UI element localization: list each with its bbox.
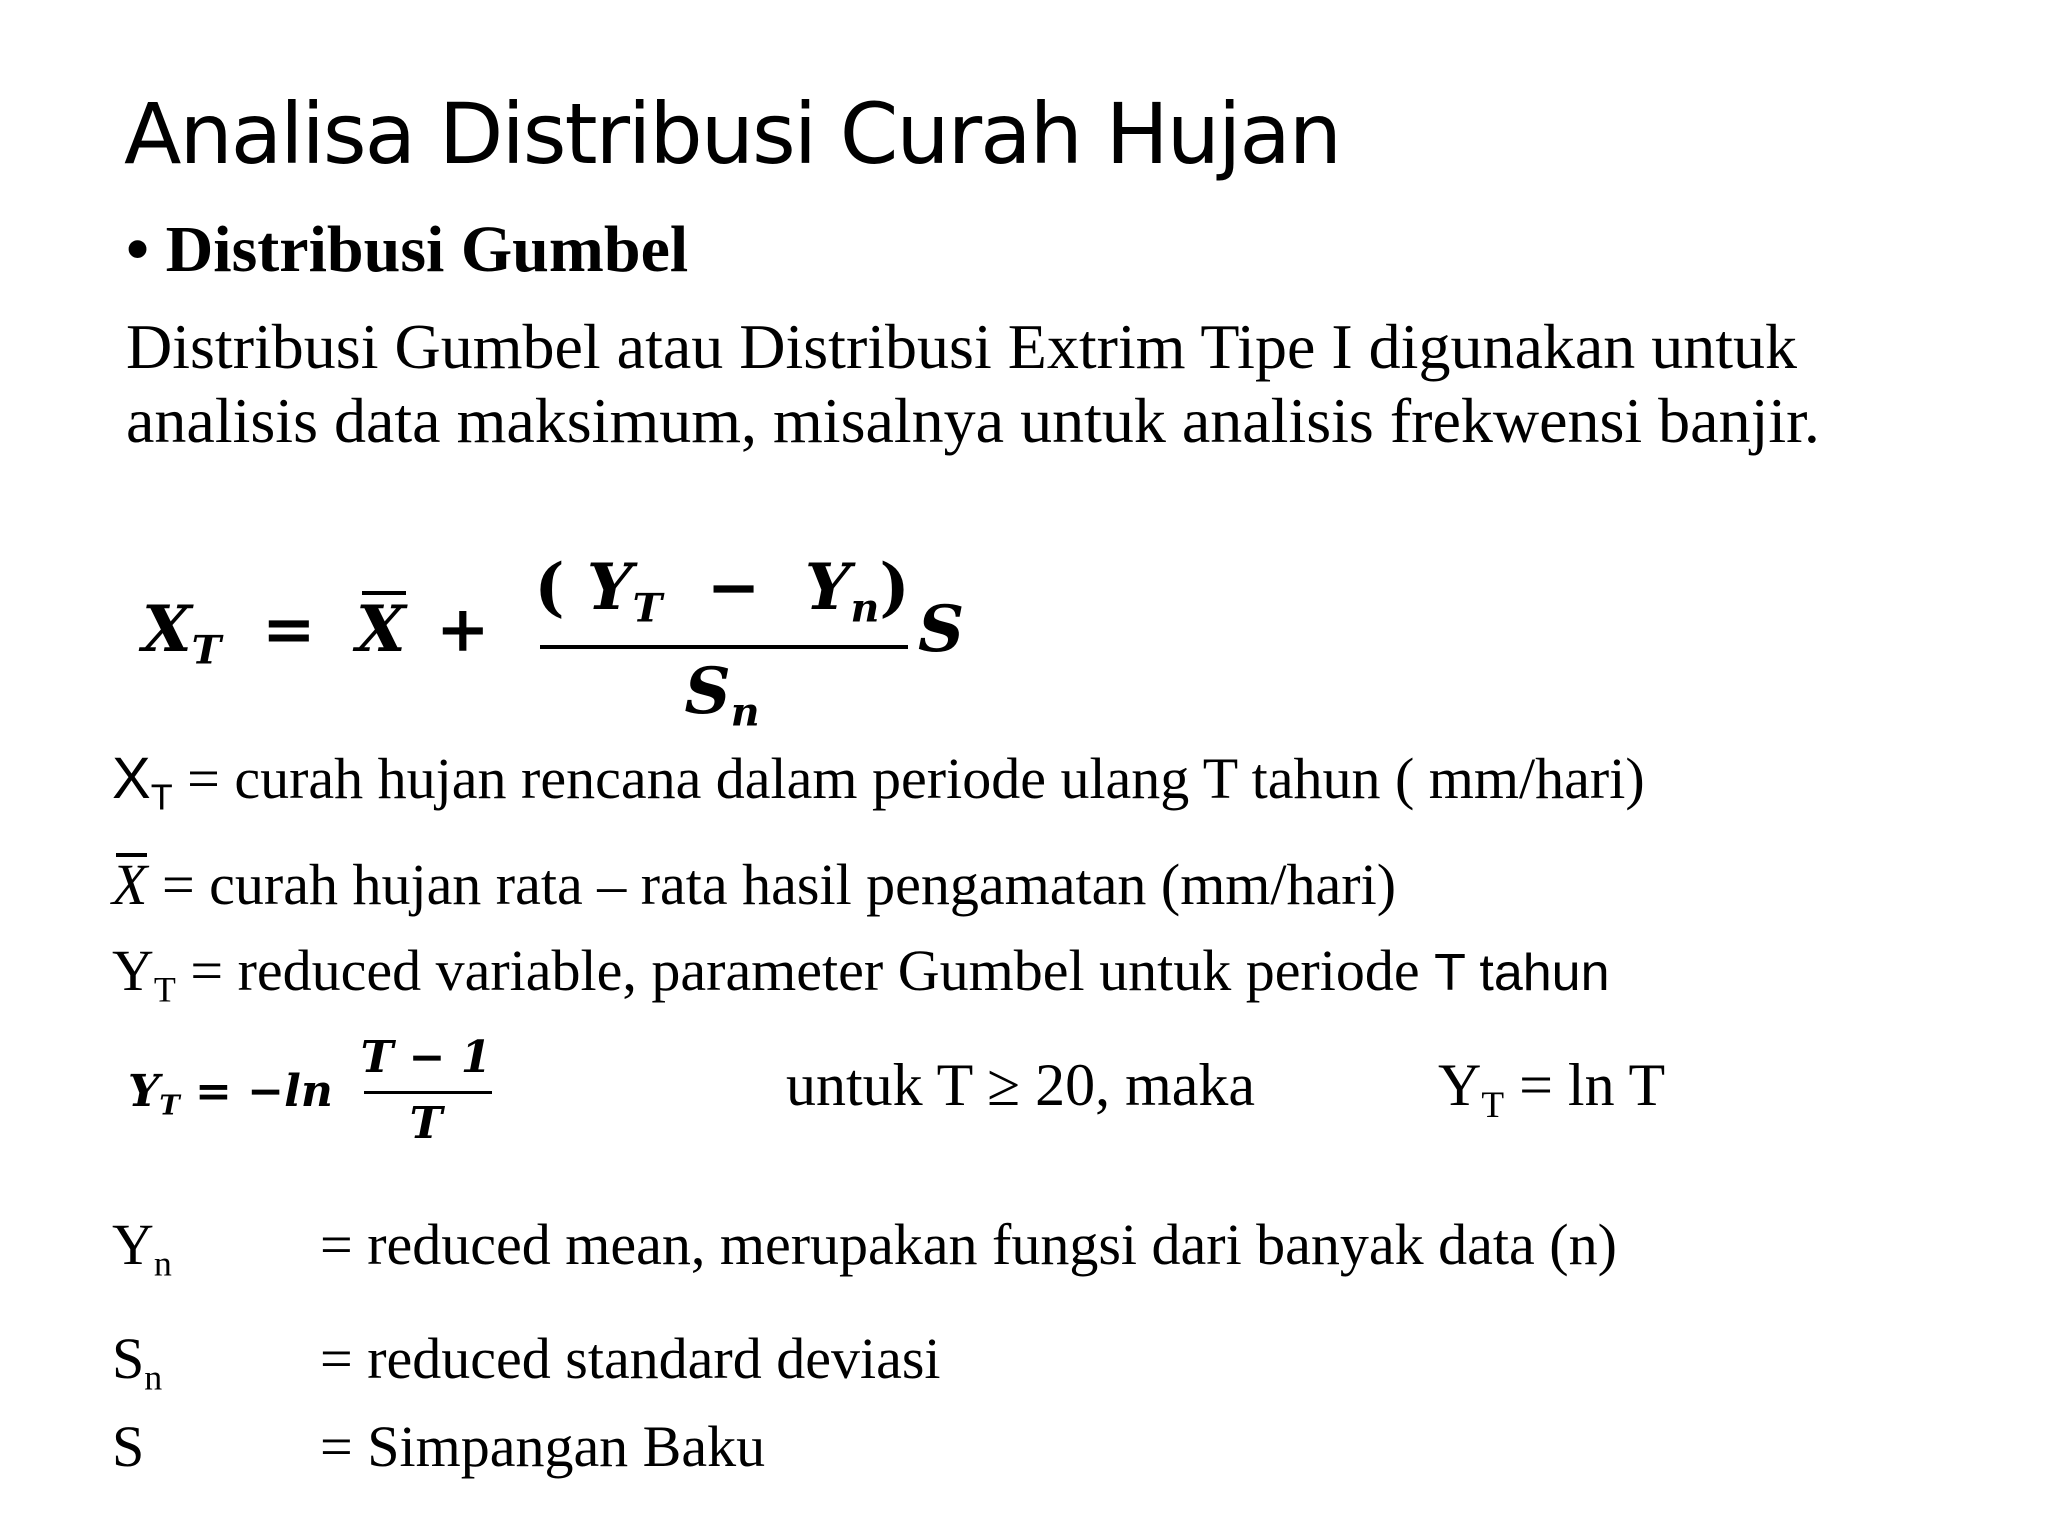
def-yt: $Y_T$ = reduced variable, parameter Gumbel untuk periode T tahun [112, 938, 1610, 1010]
equation-main-lhs [142, 590, 222, 674]
def-xt-text: = curah hujan rencana dalam periode ulang T tahun ( mm/hari) [187, 746, 1645, 811]
eq-numerator: ( $Y_T - Y_n$) [534, 550, 910, 632]
eq-yt-alt: $Y_T = \ln T$ [1438, 1052, 1666, 1126]
legend-s-text: = Simpangan Baku [320, 1414, 766, 1479]
intro-paragraph: Distribusi Gumbel atau Distribusi Extrim Tipe I digunakan untuk analisis data maksimum, misalnya untuk analisis frekwensi banjir. [126, 311, 1820, 456]
eq-fraction-bar [540, 645, 908, 649]
bullet-heading [126, 210, 688, 290]
eq-yt-condition: untuk T ≥ 20, maka [786, 1052, 1256, 1118]
eq-yt-fraction-bar [364, 1091, 492, 1094]
def-yt-text-tail: T tahun [1434, 944, 1610, 1002]
eq-denominator: $S_n$ [684, 654, 760, 736]
def-xbar [112, 852, 1396, 918]
legend-sn-symbol: $S_n$ [112, 1326, 163, 1398]
def-xbar-symbol: X [112, 852, 148, 917]
eq-mean-xbar: X [356, 590, 406, 670]
def-yt-symbol: Y [112, 938, 154, 1003]
def-xbar-text: = curah hujan rata – rata hasil pengamatan (mm/hari) [161, 852, 1397, 917]
def-xt: $X_T$ = curah hujan rencana dalam periode ulang T tahun ( mm/hari) [112, 746, 1645, 818]
def-xt-symbol: X [112, 746, 151, 811]
eq-yt-lhs: $Y_T = -\ln$ [128, 1066, 333, 1122]
def-yt-text: = reduced variable, parameter Gumbel untuk periode [190, 938, 1420, 1003]
eq-mean [356, 590, 406, 670]
bullet-marker: • [126, 213, 150, 286]
legend-sn-text: = reduced standard deviasi [320, 1326, 941, 1391]
eq-yt-denominator: T [409, 1098, 443, 1149]
eq-lhs-var: X [142, 592, 192, 667]
eq-yt-numerator: T − 1 [360, 1032, 492, 1083]
legend-yn-text: = reduced mean, merupakan fungsi dari banyak data (n) [320, 1212, 1617, 1277]
legend-yn-symbol: $Y_n$ [112, 1212, 172, 1284]
eq-equals: = [262, 592, 316, 667]
eq-factor-s: S [918, 592, 965, 667]
eq-plus: + [436, 592, 490, 667]
legend-s-symbol: S [112, 1414, 145, 1479]
eq-lhs-sub: T [191, 627, 222, 674]
slide-title: Analisa Distribusi Curah Hujan [124, 85, 1341, 183]
bullet-heading-text: Distribusi Gumbel [165, 213, 689, 286]
